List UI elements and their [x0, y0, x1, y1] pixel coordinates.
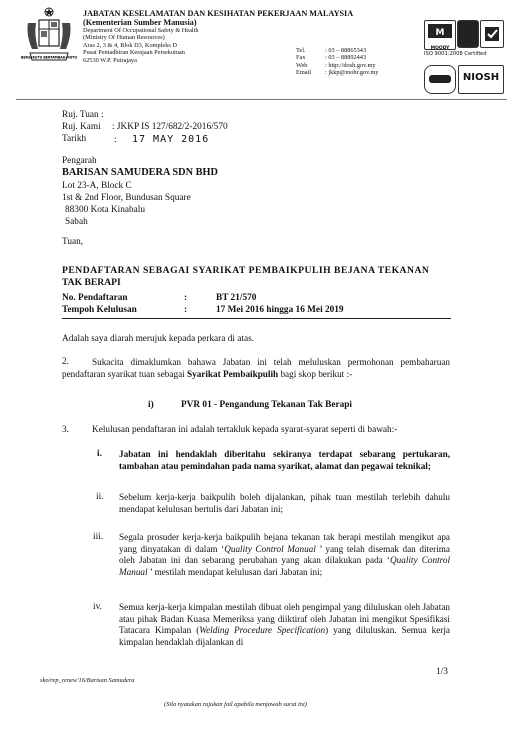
footer-note: (Sila nyatakan rujukan fail apabila menjawab surat ini)	[164, 701, 307, 708]
condition-text: Jabatan ini hendaklah diberitahu sekiranya terdapat sebarang pertukaran, tambahan atau pemindahan pada nama syarikat, alamat dan pegawai teknikal;	[119, 449, 450, 471]
check-mark-icon	[481, 21, 503, 47]
header-line: Pusat Pentadbiran Kerajaan Persekutuan	[83, 49, 185, 57]
page-number: 1/3	[436, 667, 448, 677]
ref-tuan: Ruj. Tuan :	[62, 110, 104, 120]
subject-underline	[62, 318, 451, 319]
period-value: 17 Mei 2016 hingga 16 Mei 2019	[216, 305, 344, 315]
header-divider	[16, 99, 507, 100]
date-label: Tarikh	[62, 134, 87, 144]
condition-text: Semua kerja-kerja kimpalan mestilah dibuat oleh pengimpal yang diluluskan oleh Jabatan atau pihak Badan Kuasa Memeriksa yang diiktiraf oleh Jabatan ini mengikut Spesifikasi Tatacara Kimpalan (Welding Procedure Specification) yang diluluskan. Semua kerja kimpalan hendaklah dijalankan di	[119, 602, 450, 647]
p2-number: 2.	[62, 357, 69, 367]
contact-label: Tel.	[296, 47, 306, 54]
ref-kami-label: Ruj. Kami	[62, 122, 101, 132]
address-line: 88300 Kota Kinabalu	[65, 205, 146, 215]
contact-value: : jkkp@mohr.gov.my	[325, 69, 379, 77]
contact-label: Web	[296, 61, 308, 69]
contact-labels	[296, 47, 311, 77]
condition-text: Segala prosuder kerja-kerja baikpulih bejana tekanan tak berapi mestilah mengikut apa yang dinyatakan di dalam ‘Quality Control Manual ’ yang telah disemak dan diterima oleh Jabatan ini dan sebarang perubahan yang akan dilakukan pada ‘Quality Control Manual ’ mestilah mendapat kelulusan dari Jabatan ini;	[119, 532, 450, 577]
subject-line-1: PENDAFTARAN SEBAGAI SYARIKAT PEMBAIKPULIH BEJANA TEKANAN	[62, 265, 430, 276]
org-name: JABATAN KESELAMATAN DAN KESIHATAN PEKERJAAN MALAYSIA	[83, 9, 354, 18]
reg-no-colon: :	[184, 293, 188, 303]
contact-label: Email	[296, 69, 312, 77]
recipient-company: BARISAN SAMUDERA SDN BHD	[62, 167, 218, 178]
contact-value: : http://dosh.gov.my	[325, 61, 376, 69]
condition-number: ii.	[96, 492, 104, 502]
recipient-title: Pengarah	[62, 156, 97, 166]
scope-text: PVR 01 - Pengandung Tekanan Tak Berapi	[181, 400, 353, 410]
contact-value: : 03 – 88892443	[325, 54, 367, 62]
niosh-logo-text: NIOSH	[462, 72, 500, 83]
salutation: Tuan,	[62, 237, 84, 247]
date-stamp: 17 MAY 2016	[132, 134, 210, 145]
p3-number: 3.	[62, 425, 69, 435]
contact-values	[325, 47, 379, 77]
condition-number: iii.	[93, 532, 104, 542]
header-line: (Ministry Of Human Resources)	[83, 34, 165, 42]
date-colon: :	[114, 135, 117, 145]
period-colon: :	[184, 305, 188, 315]
scope-number: i)	[148, 400, 154, 410]
address-line: Lot 23-A, Block C	[62, 181, 132, 191]
reg-no-label: No. Pendaftaran	[62, 293, 128, 303]
cert-oval-badge	[457, 20, 479, 48]
org-sub: (Kementerian Sumber Manusia)	[83, 18, 197, 27]
ukas-badge	[480, 20, 504, 48]
cert-badge-2	[424, 65, 456, 94]
condition-text: Sebelum kerja-kerja baikpulih boleh dijalankan, pihak tuan mestilah terlebih dahulu mendapat kelulusan bertulis dari Jabatan ini;	[119, 492, 450, 514]
period-label: Tempoh Kelulusan	[62, 305, 137, 315]
ref-kami-value: : JKKP IS 127/682/2-2016/570	[112, 122, 228, 132]
contact-value: : 03 – 88865343	[325, 47, 367, 54]
reg-no-value: BT 21/570	[216, 293, 257, 303]
svg-text:BERSEKUTU BERTAMBAH MUTU: BERSEKUTU BERTAMBAH MUTU	[20, 55, 78, 60]
moody-badge: M MOODY	[424, 20, 456, 50]
svg-text:M: M	[435, 28, 445, 38]
address-line: 1st & 2nd Floor, Bundusan Square	[62, 193, 191, 203]
subject-line-2: TAK BERAPI	[62, 277, 121, 288]
p2-paragraph: Sukacita dimaklumkan bahawa Jabatan ini telah meluluskan permohonan pembaharuan pendaftaran syarikat tuan sebagai Syarikat Pembaikpulih bagi skop berikut :-	[62, 357, 450, 379]
moody-mark-icon	[425, 21, 455, 41]
address-line: Sabah	[65, 217, 88, 227]
iso-cert-text: ISO 9001:2008 Certified	[424, 51, 487, 57]
file-reference: sko/rep_renew'16/Barisan Samudera	[40, 677, 135, 684]
p3-text: Kelulusan pendaftaran ini adalah tertakluk kepada syarat-syarat seperti di bawah:-	[92, 425, 398, 435]
intro-paragraph: Adalah saya diarah merujuk kepada perkara di atas.	[62, 334, 255, 344]
header-block	[83, 9, 353, 64]
contact-label: Fax	[296, 54, 306, 62]
header-line: 62530 W.P. Putrajaya	[83, 56, 137, 64]
header-line: Aras 2, 3 & 4, Blok D3, Kompleks D	[83, 41, 177, 49]
condition-number: iv.	[93, 602, 102, 612]
header-line: Department Of Occupational Safety & Health	[83, 27, 199, 34]
condition-number: i.	[97, 449, 102, 459]
niosh-badge	[458, 65, 504, 94]
coat-of-arms-logo	[18, 5, 80, 67]
